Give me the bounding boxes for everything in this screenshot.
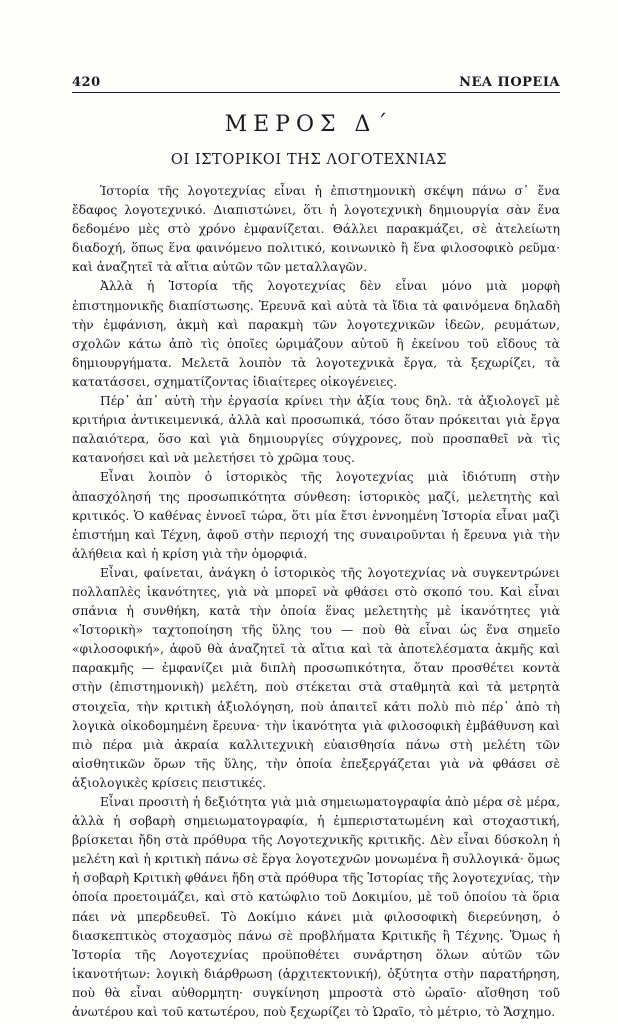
paragraph: Εἶναι, φαίνεται, ἀνάγκη ὁ ἱστορικὸς τῆς λογοτεχνίας νὰ συγκεντρώνει πολλαπλὲς ἱκανότητες, γιὰ νὰ μπορεῖ νὰ φθάσει στὸ σκοπό του. Καὶ εἶναι σπάνια ἡ συνθήκη, κατὰ τὴν ὁποία ἕνας μελετητὴς μὲ ἱκανότητες γιὰ «Ἱστορικὴ» ταχτοποίηση τῆς ὕλης του — ποὺ θὰ εἶναι ὡς ἕνα σημεῖο «φιλοσοφική», ἀφοῦ θὰ ἀναζητεῖ τὰ αἴτια καὶ τὰ ἀποτελέσματα ἀκμῆς καὶ παρακμῆς — ἐμφανίζει μιὰ διπλὴ προσωπικότητα, ὅταν προσθέτει κοντὰ στὴν (ἐπιστημονικὴ) μελέτη, ποὺ στέκεται στὰ σταθμητὰ καὶ τὰ μετρητὰ στοιχεῖα, τὴν κριτικὴ ἀξιολόγηση, ποὺ ἀπαιτεῖ κάτι πολὺ πιὸ πέρ᾽ ἀπὸ τὴ λογικὰ οἰκοδομημένη ἔρευνα· τὴν ἱκανότητα γιὰ φιλοσοφικὴ ἐμβάθυνση καὶ πιὸ πέρα μιὰ ἀκραία καλλιτεχνικὴ εὐαισθησία πάνω στὴ μελέτη τῶν αἰσθητικῶν ὅρων τῆς ὕλης, τὴν ὁποία ἐπεξεργάζεται γιὰ νὰ φθάσει σὲ ἀξιολογικὲς κρίσεις πειστικές. xyxy=(72,565,560,790)
section-title: ΟΙ ΙΣΤΟΡΙΚΟΙ ΤΗΣ ΛΟΓΟΤΕΧΝΙΑΣ xyxy=(170,152,448,168)
paragraph: Ἱστορία τῆς λογοτεχνίας εἶναι ἡ ἐπιστημονικὴ σκέψη πάνω σ᾽ ἕνα ἔδαφος λογοτεχνικό. Διαπιστώνει, ὅτι ἡ λογοτεχνικὴ δημιουργία σὰν ἕνα δεδομένο μὲς στὸ χρόνο ἐμφανίζεται. Θάλλει παρακμάζει, σὲ ἀτελείωτη διαδοχή, ὅπως ἕνα φαινόμενο πολιτικό, κοινωνικὸ ἢ ἕνα φιλοσοφικὸ ρεῦμα· καὶ ἀναζητεῖ τὰ αἴτια αὐτῶν τῶν μεταλλαγῶν. xyxy=(72,184,560,275)
paragraph: Πέρ᾽ ἀπ᾽ αὐτὴ τὴν ἐργασία κρίνει τὴν ἀξία τους δηλ. τὰ ἀξιολογεῖ μὲ κριτήρια ἀντικειμενικά, ἀλλὰ καὶ προσωπικά, τόσο ὅταν πρόκειται γιὰ ἔργα παλαιότερα, ὅσο καὶ γιὰ δημιουργίες σύγχρονες, ποὺ προσπαθεῖ νὰ τὶς κατανοήσει καὶ νὰ μελετήσει τὸ χρῶμα τους. xyxy=(72,394,560,466)
running-title: ΝΕΑ ΠΟΡΕΙΑ xyxy=(459,75,560,90)
running-header xyxy=(72,72,560,90)
page-number: 420 xyxy=(72,75,101,90)
paragraph: Εἶναι προσιτὴ ἡ δεξιότητα γιὰ μιὰ σημειωματογραφία ἀπὸ μέρα σὲ μέρα, ἀλλὰ ἡ σοβαρὴ σημειωματογραφία, ἡ ἐμπεριστατωμένη καὶ στοχαστική, βρίσκεται ἤδη στὰ πρόθυρα τῆς Λογοτεχνικῆς κριτικῆς. Δὲν εἶναι δύσκολη ἡ μελέτη καὶ ἡ κριτικὴ πάνω σὲ ἔργα λογοτεχνῶν μονωμένα ἢ συλλογικά· ὅμως ἡ σοβαρὴ Κριτικὴ φθάνει ἤδη στὰ πρόθυρα τῆς Ἱστορίας τῆς λογοτεχνίας, τὴν ὁποία προετοιμάζει, καὶ στὸ κατώφλιο τοῦ Δοκιμίου, μὲ τοῦ ὁποίου τὰ ὅρια πάει νὰ μπερδευθεῖ. Τὸ Δοκίμιο κάνει μιὰ φιλοσοφικὴ διερεύνηση, ὁ διασκεπτικὸς στοχασμὸς πάνω σὲ προβλήματα Κριτικῆς ἢ Τέχνης. Ὅμως ἡ Ἱστορία τῆς Λογοτεχνίας προϋποθέτει συνάρτηση ὅλων αὐτῶν τῶν ἱκανοτήτων: λογικὴ διάρθρωση (ἀρχιτεκτονική), ὀξύτητα στὴν παρατήρηση, ποὺ θὰ εἶναι αὐθορμητη· συγκίνηση μπροστὰ στὸ ὡραῖο· αἴσθηση τοῦ ἀνωτέρου καὶ τοῦ κατωτέρου, ποὺ ξεχωρίζει τὸ Ὡραῖο, τὸ μέτριο, τὸ Ἄσχημο. xyxy=(72,795,560,1020)
paragraph: Εἶναι λοιπὸν ὁ ἱστορικὸς τῆς λογοτεχνίας μιὰ ἰδιότυπη στὴν ἀπασχόλησή της προσωπικότητα σύνθεση: ἱστορικὸς μαζί, μελετητὴς καὶ κριτικός. Ὁ καθένας ἐννοεῖ τώρα, ὅτι μία ἔτσι ἐννοημένη Ἱστορία εἶναι μαζὶ ἐπιστήμη καὶ Τέχνη, ἀφοῦ στὴν περιοχή της συναιροῦνται ἡ ἔρευνα γιὰ τὴν ἀλήθεια καὶ ἡ κρίση γιὰ τὴν ὀμορφιά. xyxy=(72,470,560,561)
paragraph: Ἀλλὰ ἡ Ἱστορία τῆς λογοτεχνίας δὲν εἶναι μόνο μιὰ μορφὴ ἐπιστημονικῆς διαπίστωσης. Ἐρευνᾶ καὶ αὐτὰ τὰ ἴδια τὰ φαινόμενα δηλαδὴ τὴν ἐμφάνιση, ἀκμὴ καὶ παρακμὴ τῶν λογοτεχνικῶν ἰδεῶν, ρευμάτων, σχολῶν κάτω ἀπὸ τὶς ὁποῖες ὡριμάζουν αὐτοῦ ἢ ἐκείνου τοῦ εἴδους τὰ δημιουργήματα. Μελετᾶ λοιπὸν τὰ λογοτεχνικὰ ἔργα, τὰ ξεχωρίζει, τὰ κατατάσσει, σχηματίζοντας ἰδιαίτερες οἰκογένειες. xyxy=(72,279,560,389)
part-title: ΜΕΡΟΣ Δ΄ xyxy=(224,112,394,137)
body-text xyxy=(72,182,560,1022)
header-rule xyxy=(72,92,560,93)
